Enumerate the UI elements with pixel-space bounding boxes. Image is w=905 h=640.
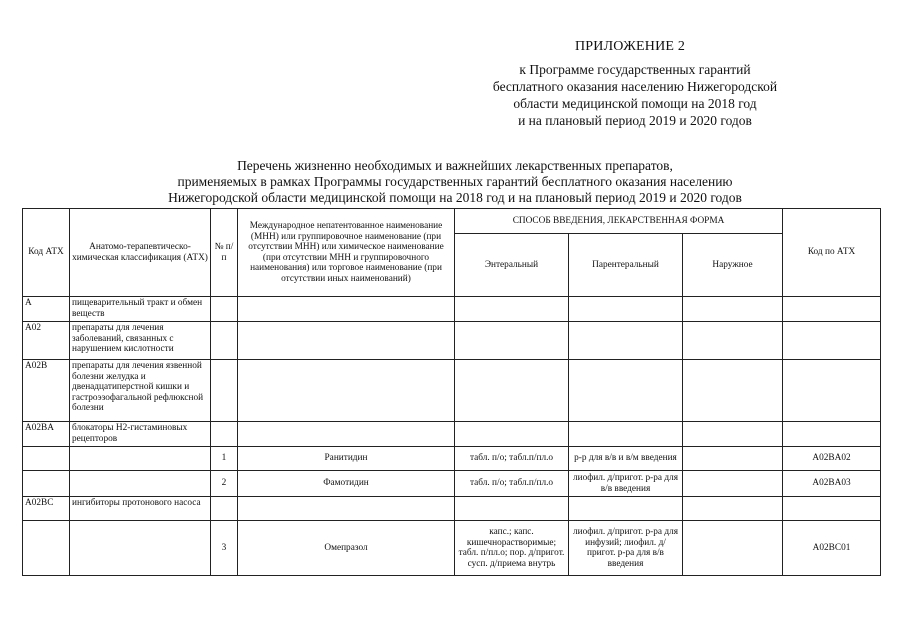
cell-name xyxy=(238,322,455,360)
cell-num xyxy=(211,422,238,447)
cell-name xyxy=(238,422,455,447)
header-classification: Анатомо-терапевтическо-химическая классификация (АТХ) xyxy=(70,209,211,297)
cell-class: препараты для лечения язвенной болезни желудка и двенадцатиперстной кишки и гастроэзофагальной рефлюксной болезни xyxy=(70,360,211,422)
table-row xyxy=(23,447,881,471)
cell-enteral xyxy=(455,497,569,521)
cell-name: Омепразол xyxy=(238,521,455,576)
cell-code: A02BC xyxy=(23,497,70,521)
table-row xyxy=(23,497,881,521)
annex-label: ПРИЛОЖЕНИЕ 2 xyxy=(575,39,686,54)
cell-external xyxy=(683,422,783,447)
table-row xyxy=(23,297,881,322)
cell-class xyxy=(70,521,211,576)
cell-atx: A02BC01 xyxy=(783,521,881,576)
cell-class: препараты для лечения заболеваний, связанных с нарушением кислотности xyxy=(70,322,211,360)
table-row xyxy=(23,322,881,360)
cell-name xyxy=(238,297,455,322)
cell-atx xyxy=(783,497,881,521)
cell-num xyxy=(211,322,238,360)
cell-atx xyxy=(783,422,881,447)
cell-parenteral xyxy=(569,497,683,521)
cell-external xyxy=(683,360,783,422)
cell-parenteral: лиофил. д/пригот. р-ра для инфузий; лиофил. д/пригот. р-ра для в/в введения xyxy=(569,521,683,576)
cell-enteral: капс.; капс. кишечнорастворимые; табл. п/пл.о; пор. д/пригот. сусп. д/приема внутрь xyxy=(455,521,569,576)
cell-enteral xyxy=(455,422,569,447)
cell-code xyxy=(23,447,70,471)
cell-external xyxy=(683,297,783,322)
cell-class: блокаторы H2-гистаминовых рецепторов xyxy=(70,422,211,447)
program-line: и на плановый период 2019 и 2020 годов xyxy=(518,113,752,128)
cell-num xyxy=(211,360,238,422)
cell-parenteral xyxy=(569,422,683,447)
header-external: Наружное xyxy=(683,234,783,297)
program-reference xyxy=(460,61,810,129)
cell-enteral xyxy=(455,360,569,422)
cell-class: ингибиторы протонового насоса xyxy=(70,497,211,521)
cell-external xyxy=(683,521,783,576)
cell-name xyxy=(238,497,455,521)
header-atx-code: Код АТХ xyxy=(23,209,70,297)
cell-external xyxy=(683,322,783,360)
header-name: Международное непатентованное наименование (МНН) или группировочное наименование (при отсутствии МНН) или химическое наименование (при отсутствии МНН и группировочного наименования) или торговое наименование (при отсутствии иных наименований) xyxy=(238,209,455,297)
title-line: Нижегородской области медицинской помощи на 2018 год и на плановый период 2019 и 2020 годов xyxy=(168,190,742,205)
program-line: бесплатного оказания населению Нижегородской xyxy=(492,79,778,94)
title-line: Перечень жизненно необходимых и важнейших лекарственных препаратов, xyxy=(237,158,673,173)
cell-num: 1 xyxy=(211,447,238,471)
cell-atx: A02BA02 xyxy=(783,447,881,471)
cell-name: Ранитидин xyxy=(238,447,455,471)
cell-enteral: табл. п/о; табл.п/пл.о xyxy=(455,447,569,471)
cell-code: A xyxy=(23,297,70,322)
cell-external xyxy=(683,471,783,497)
cell-parenteral xyxy=(569,322,683,360)
cell-num: 2 xyxy=(211,471,238,497)
cell-atx: A02BA03 xyxy=(783,471,881,497)
cell-class xyxy=(70,471,211,497)
header-atx-code-right: Код по АТХ xyxy=(783,209,881,297)
table-row xyxy=(23,521,881,576)
cell-atx xyxy=(783,360,881,422)
program-line: области медицинской помощи на 2018 год xyxy=(513,96,757,111)
cell-code xyxy=(23,521,70,576)
cell-code: A02 xyxy=(23,322,70,360)
cell-code: A02B xyxy=(23,360,70,422)
medicines-table xyxy=(22,208,881,576)
cell-num xyxy=(211,497,238,521)
document-title xyxy=(95,158,815,206)
cell-atx xyxy=(783,322,881,360)
cell-parenteral: р-р для в/в и в/м введения xyxy=(569,447,683,471)
cell-name xyxy=(238,360,455,422)
header-route-group: СПОСОБ ВВЕДЕНИЯ, ЛЕКАРСТВЕННАЯ ФОРМА xyxy=(455,209,783,234)
cell-enteral xyxy=(455,322,569,360)
cell-class: пищеварительный тракт и обмен веществ xyxy=(70,297,211,322)
cell-external xyxy=(683,447,783,471)
table-row xyxy=(23,422,881,447)
cell-parenteral: лиофил. д/пригот. р-ра для в/в введения xyxy=(569,471,683,497)
cell-parenteral xyxy=(569,297,683,322)
table-row xyxy=(23,360,881,422)
cell-atx xyxy=(783,297,881,322)
cell-num: 3 xyxy=(211,521,238,576)
cell-enteral: табл. п/о; табл.п/пл.о xyxy=(455,471,569,497)
program-line: к Программе государственных гарантий xyxy=(519,62,751,77)
cell-external xyxy=(683,497,783,521)
cell-enteral xyxy=(455,297,569,322)
cell-code: A02BA xyxy=(23,422,70,447)
cell-name: Фамотидин xyxy=(238,471,455,497)
table-row xyxy=(23,471,881,497)
cell-class xyxy=(70,447,211,471)
cell-code xyxy=(23,471,70,497)
header-parenteral: Парентеральный xyxy=(569,234,683,297)
cell-parenteral xyxy=(569,360,683,422)
header-enteral: Энтеральный xyxy=(455,234,569,297)
title-line: применяемых в рамках Программы государственных гарантий бесплатного оказания населению xyxy=(177,174,733,189)
header-number: № п/п xyxy=(211,209,238,297)
cell-num xyxy=(211,297,238,322)
